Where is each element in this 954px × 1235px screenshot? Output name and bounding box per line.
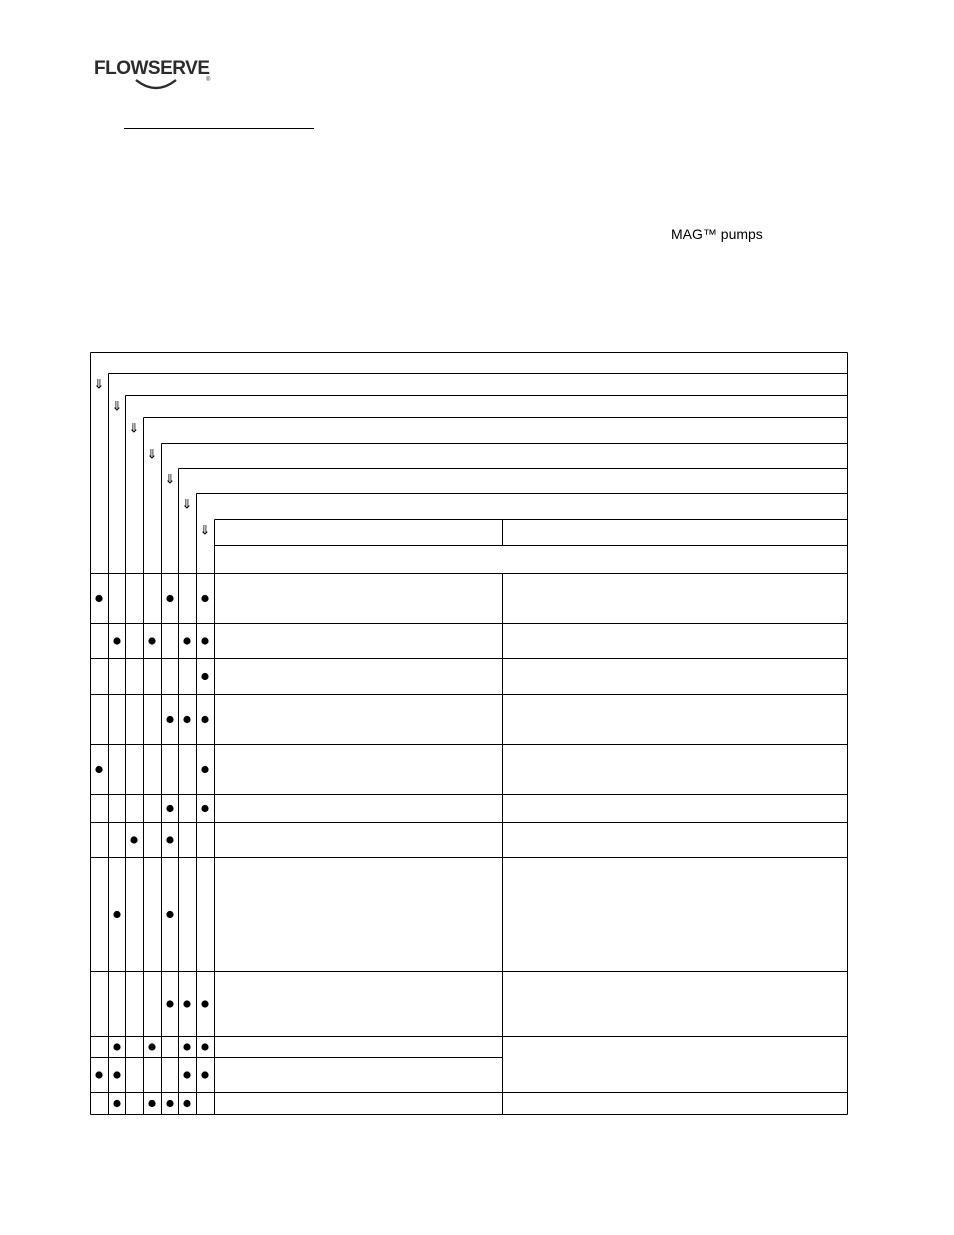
bullet-icon [166, 595, 173, 602]
bullet-icon [201, 637, 208, 644]
bullet-icon [183, 1100, 190, 1107]
bullet-icon [166, 836, 173, 843]
bullet-icon [166, 1000, 173, 1007]
bullet-icon [113, 1071, 120, 1078]
logo-wordmark: FLOWSERVE [94, 58, 210, 79]
bullet-icon [148, 1100, 155, 1107]
logo-registered-mark: ® [206, 77, 211, 83]
product-text: MAG™ pumps [671, 226, 763, 242]
down-arrow-icon: ⇓ [164, 472, 176, 488]
down-arrow-icon: ⇓ [93, 377, 105, 393]
bullet-icon [183, 1043, 190, 1050]
bullet-icon [201, 595, 208, 602]
bullet-icon [95, 1071, 102, 1078]
bullet-icon [183, 1000, 190, 1007]
bullet-icon [130, 836, 137, 843]
bullet-icon [183, 716, 190, 723]
down-arrow-icon: ⇓ [199, 523, 211, 539]
down-arrow-icon: ⇓ [181, 497, 193, 513]
bullet-icon [201, 1000, 208, 1007]
down-arrow-icon: ⇓ [111, 399, 123, 415]
bullet-icon [95, 766, 102, 773]
down-arrow-icon: ⇓ [128, 421, 140, 437]
bullet-icon [113, 1100, 120, 1107]
bullet-icon [201, 716, 208, 723]
bullet-icon [166, 805, 173, 812]
bullet-icon [113, 911, 120, 918]
bullet-icon [148, 1043, 155, 1050]
bullet-icon [183, 637, 190, 644]
bullet-icon [113, 1043, 120, 1050]
bullet-icon [201, 766, 208, 773]
bullet-icon [201, 1071, 208, 1078]
bullet-icon [148, 637, 155, 644]
bullet-icon [166, 1100, 173, 1107]
down-arrow-icon: ⇓ [146, 447, 158, 463]
bullet-icon [201, 673, 208, 680]
bullet-icon [113, 637, 120, 644]
bullet-icon [166, 911, 173, 918]
bullet-icon [201, 1043, 208, 1050]
bullet-icon [183, 1071, 190, 1078]
bullet-icon [95, 595, 102, 602]
bullet-icon [201, 805, 208, 812]
bullet-icon [166, 716, 173, 723]
